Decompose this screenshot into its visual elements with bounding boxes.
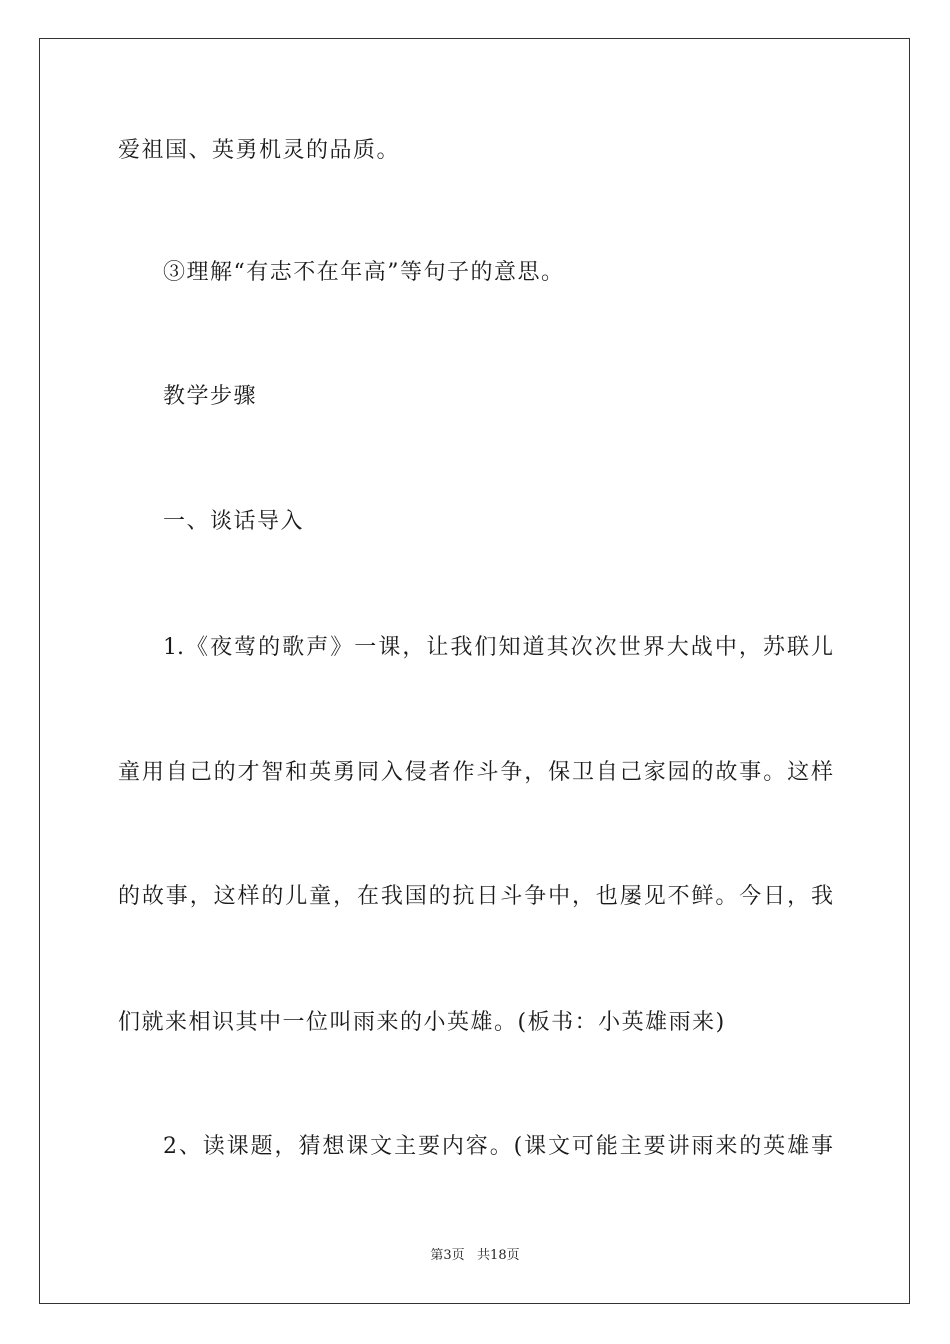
page-border [39, 38, 910, 1304]
paragraph-line: 们就来相识其中一位叫雨来的小英雄。(板书：小英雄雨来) [118, 1010, 726, 1035]
page-number-footer: 第3页 共18页 [430, 1248, 520, 1263]
paragraph-line: 爱祖国、英勇机灵的品质。 [118, 138, 401, 163]
paragraph-line: 1.《夜莺的歌声》一课，让我们知道其次次世界大战中，苏联儿 [163, 635, 833, 660]
paragraph-line: ③理解“有志不在年高”等句子的意思。 [163, 260, 565, 285]
paragraph-line: 的故事，这样的儿童，在我国的抗日斗争中，也屡见不鲜。今日，我 [118, 884, 833, 909]
section-heading: 一、谈话导入 [163, 509, 305, 534]
paragraph-line: 童用自己的才智和英勇同入侵者作斗争，保卫自己家园的故事。这样 [118, 760, 833, 785]
paragraph-line: 2、读课题，猜想课文主要内容。(课文可能主要讲雨来的英雄事 [163, 1134, 833, 1159]
section-heading: 教学步骤 [163, 384, 258, 409]
